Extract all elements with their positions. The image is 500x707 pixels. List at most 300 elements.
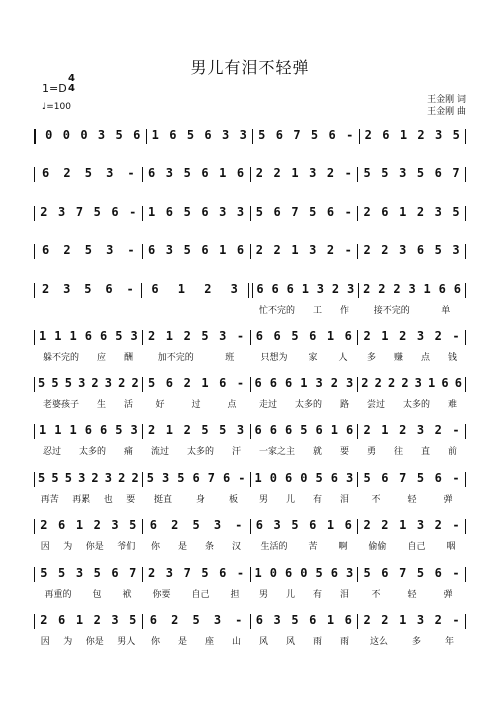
credits <box>427 94 466 118</box>
note: 2 <box>255 243 263 257</box>
note: 5 <box>64 471 72 485</box>
measure <box>251 566 358 580</box>
note: 2 <box>363 329 371 343</box>
lyric-word: 忙不完的 <box>258 306 295 316</box>
note: 1 <box>69 423 77 437</box>
note: 6 <box>275 128 283 142</box>
note: 1 <box>201 376 209 390</box>
lyric-word: 太多的 <box>78 447 106 457</box>
note: 1 <box>165 423 174 437</box>
note: 1 <box>39 423 47 437</box>
note: 6 <box>219 566 227 580</box>
note: 5 <box>291 613 299 627</box>
lyric-word: 包 <box>92 590 102 600</box>
lyric-word: 难 <box>447 400 457 410</box>
lyric-word: 往 <box>393 447 403 457</box>
notes-line <box>34 128 466 144</box>
score-row <box>34 166 466 188</box>
note: - <box>236 376 245 390</box>
note: - <box>344 166 352 180</box>
lyric-word: 你 <box>150 637 160 647</box>
note: 5 <box>115 423 123 437</box>
lyric-word: 苦 <box>308 542 318 552</box>
note: 3 <box>239 128 247 142</box>
measure <box>358 205 465 219</box>
measure <box>253 282 359 296</box>
lyric-measure <box>34 634 142 647</box>
note: 2 <box>91 376 99 390</box>
note: 6 <box>201 205 209 219</box>
measure <box>35 205 142 219</box>
notes-line <box>34 613 466 629</box>
measure <box>251 518 358 532</box>
note: 7 <box>291 205 299 219</box>
note: - <box>452 518 460 532</box>
note: 5 <box>363 471 371 485</box>
barline <box>465 424 466 439</box>
note: 6 <box>254 376 262 390</box>
note: 1 <box>399 518 407 532</box>
note: 5 <box>381 166 389 180</box>
lyric-measure <box>250 350 358 363</box>
note: 1 <box>219 243 227 257</box>
lyric-word: 生活的 <box>260 542 288 552</box>
note: 2 <box>363 243 371 257</box>
lyrics-line <box>34 397 466 410</box>
note: 6 <box>453 282 461 296</box>
note: 3 <box>399 166 407 180</box>
note: 6 <box>285 423 293 437</box>
measure <box>251 423 358 437</box>
note: 2 <box>331 282 340 296</box>
note: 2 <box>416 205 425 219</box>
note: - <box>126 282 134 296</box>
lyric-word: 点 <box>227 400 237 410</box>
note: - <box>452 566 460 580</box>
note: 5 <box>201 566 209 580</box>
note: 1 <box>291 166 299 180</box>
note: 5 <box>452 128 460 142</box>
note: 5 <box>93 205 101 219</box>
note: 5 <box>38 376 46 390</box>
note: - <box>129 205 137 219</box>
note: 5 <box>183 243 191 257</box>
measure <box>358 566 465 580</box>
note: 1 <box>300 376 308 390</box>
measure <box>251 376 358 390</box>
lyric-measure <box>358 303 466 316</box>
note: 2 <box>40 613 48 627</box>
score-row <box>34 128 466 150</box>
lyric-word: 就 <box>312 447 322 457</box>
lyric-measure <box>34 587 142 600</box>
note: 1 <box>148 205 156 219</box>
note: 3 <box>230 282 238 296</box>
note: - <box>236 329 245 343</box>
note: 0 <box>269 566 277 580</box>
lyric-word: 直 <box>420 447 430 457</box>
note: 5 <box>416 471 425 485</box>
note: 6 <box>105 282 113 296</box>
note: 2 <box>118 376 126 390</box>
note: 5 <box>177 471 185 485</box>
note: 6 <box>148 243 156 257</box>
note: 2 <box>363 282 371 296</box>
lyric-word: 男 <box>258 590 268 600</box>
measure <box>358 471 465 485</box>
note: 3 <box>165 243 174 257</box>
lyric-word: 太多的 <box>402 400 430 410</box>
lyrics-line <box>34 492 466 505</box>
lyric-word: 爷们 <box>117 542 136 552</box>
note: 2 <box>363 613 371 627</box>
note: 6 <box>42 166 50 180</box>
lyrics-line <box>34 587 466 600</box>
note: 6 <box>100 329 108 343</box>
note: 6 <box>236 166 245 180</box>
note: 1 <box>254 566 262 580</box>
note: - <box>346 128 354 142</box>
note: 3 <box>221 128 230 142</box>
lyric-word: 雨 <box>339 637 349 647</box>
lyric-measure <box>250 303 358 316</box>
note: 2 <box>363 518 371 532</box>
note: - <box>452 471 460 485</box>
barline <box>465 614 466 629</box>
note: 3 <box>416 613 425 627</box>
lyric-word: 路 <box>339 400 349 410</box>
note: - <box>452 423 460 437</box>
notes-line <box>34 282 466 298</box>
note: 3 <box>316 282 325 296</box>
note: 6 <box>149 518 158 532</box>
note: - <box>127 166 135 180</box>
note: 6 <box>254 423 262 437</box>
note: 2 <box>183 423 191 437</box>
note: 2 <box>381 518 389 532</box>
note: 2 <box>330 376 338 390</box>
note: 0 <box>62 128 70 142</box>
note: 2 <box>118 471 126 485</box>
note: 2 <box>361 376 369 390</box>
lyric-measure <box>34 492 142 505</box>
note: 0 <box>45 128 53 142</box>
note: 3 <box>75 566 84 580</box>
lyric-word: 汉 <box>231 542 241 552</box>
note: 6 <box>201 243 209 257</box>
lyric-word: 因 <box>40 637 50 647</box>
note: 1 <box>54 329 62 343</box>
measure <box>143 329 250 343</box>
note: 5 <box>186 128 195 142</box>
note: 5 <box>291 329 299 343</box>
lyric-word: 太多的 <box>294 400 322 410</box>
note: 1 <box>254 471 262 485</box>
note: 2 <box>148 329 156 343</box>
note: 5 <box>115 329 123 343</box>
lyric-word: 家 <box>308 353 318 363</box>
note: 5 <box>416 566 425 580</box>
note: 1 <box>75 518 84 532</box>
note: 6 <box>438 282 446 296</box>
lyric-word: 单 <box>441 306 451 316</box>
note: 5 <box>315 566 323 580</box>
score-row <box>34 566 466 600</box>
note: 5 <box>51 376 59 390</box>
measure <box>142 282 248 296</box>
lyric-word: 自己 <box>407 542 426 552</box>
notes-line <box>34 471 466 487</box>
note: 5 <box>84 282 92 296</box>
note: 2 <box>204 282 212 296</box>
note: 2 <box>273 166 281 180</box>
lyric-word: 点 <box>420 353 430 363</box>
note: 7 <box>399 471 407 485</box>
note: 5 <box>93 566 101 580</box>
note: 3 <box>434 128 443 142</box>
note: - <box>235 613 243 627</box>
lyric-word: 为 <box>63 542 73 552</box>
note: 1 <box>326 613 335 627</box>
note: 2 <box>374 376 382 390</box>
lyric-measure <box>142 350 250 363</box>
barline <box>465 206 466 221</box>
note: 6 <box>271 282 279 296</box>
measure <box>251 471 358 485</box>
note: 2 <box>171 613 179 627</box>
score-row <box>34 613 466 647</box>
note: 6 <box>344 613 352 627</box>
note: 6 <box>165 205 174 219</box>
note: 6 <box>309 518 317 532</box>
lyric-measure <box>250 444 358 457</box>
lyric-word: 袱 <box>122 590 132 600</box>
time-signature <box>68 74 75 94</box>
note: 1 <box>423 282 431 296</box>
lyric-word: 自己 <box>191 590 210 600</box>
lyric-word: 你是 <box>85 637 104 647</box>
note: 3 <box>165 166 174 180</box>
note: 3 <box>111 518 119 532</box>
measure <box>143 566 250 580</box>
note: 6 <box>149 613 158 627</box>
note: 6 <box>344 518 352 532</box>
lyric-word: 山 <box>231 637 241 647</box>
note: - <box>235 518 243 532</box>
note: 2 <box>93 613 101 627</box>
lyric-word: 痛 <box>123 447 133 457</box>
note: 6 <box>111 566 119 580</box>
lyric-word: 担 <box>230 590 240 600</box>
lyric-word: 接不完的 <box>373 306 410 316</box>
lyric-word: 酬 <box>123 353 133 363</box>
note: 3 <box>346 282 355 296</box>
barline <box>465 377 466 392</box>
note: 3 <box>414 376 422 390</box>
lyric-word: 咽 <box>446 542 456 552</box>
lyric-word: 勇 <box>366 447 376 457</box>
note: 7 <box>399 566 407 580</box>
note: 6 <box>255 518 263 532</box>
score-row <box>34 329 466 363</box>
lyric-word: 应 <box>96 353 106 363</box>
note: 1 <box>165 329 174 343</box>
note: 5 <box>183 205 191 219</box>
measure <box>358 613 465 627</box>
score-row <box>34 423 466 457</box>
measure <box>143 166 250 180</box>
note: 3 <box>104 471 112 485</box>
measure <box>359 282 465 296</box>
note: 5 <box>300 423 308 437</box>
lyric-word: 只想为 <box>260 353 288 363</box>
note: - <box>344 243 352 257</box>
score-row <box>34 243 466 265</box>
note: 3 <box>104 376 112 390</box>
lyric-word: 风 <box>285 637 295 647</box>
lyric-word: 轻 <box>407 495 417 505</box>
note: 6 <box>169 128 177 142</box>
note: 7 <box>452 166 460 180</box>
lyric-measure <box>34 350 142 363</box>
note: 2 <box>401 376 409 390</box>
lyric-word: 儿 <box>285 590 295 600</box>
lyric-measure <box>250 539 358 552</box>
lyric-word: 挺直 <box>153 495 172 505</box>
note: 2 <box>434 329 442 343</box>
note: 5 <box>192 613 200 627</box>
measure <box>147 128 253 142</box>
note: 6 <box>133 128 141 142</box>
lyric-word: 好 <box>155 400 165 410</box>
lyrics-line <box>34 444 466 457</box>
note: 2 <box>417 128 425 142</box>
note: 2 <box>183 376 191 390</box>
note: 6 <box>285 566 293 580</box>
note: 2 <box>131 376 139 390</box>
note: 3 <box>219 329 227 343</box>
measure <box>143 471 250 485</box>
lyric-word: 赚 <box>393 353 403 363</box>
note: 6 <box>42 243 50 257</box>
meter-bottom: 4 <box>68 83 75 94</box>
note: 6 <box>344 329 352 343</box>
note: 3 <box>106 243 114 257</box>
note: 6 <box>273 329 281 343</box>
lyric-measure <box>142 587 250 600</box>
lyric-word: 一家之主 <box>258 447 295 457</box>
note: 1 <box>75 613 84 627</box>
note: 3 <box>219 205 227 219</box>
lyric-word: 再重的 <box>44 590 72 600</box>
lyric-word: 躲不完的 <box>42 353 79 363</box>
note: 6 <box>330 471 338 485</box>
note: 5 <box>183 166 191 180</box>
measure <box>251 329 358 343</box>
lyric-measure <box>142 397 250 410</box>
lyric-word: 弹 <box>443 590 453 600</box>
page-title: 男儿有泪不轻弹 <box>190 58 310 77</box>
notes-line <box>34 243 466 259</box>
note: 3 <box>213 613 222 627</box>
note: 3 <box>309 166 317 180</box>
lyric-measure <box>142 492 250 505</box>
note: 5 <box>84 243 92 257</box>
measure <box>251 613 358 627</box>
lyric-measure <box>34 303 142 316</box>
note: 6 <box>219 376 227 390</box>
note: 0 <box>300 471 308 485</box>
lyric-word: 这么 <box>369 637 388 647</box>
note: 6 <box>148 166 156 180</box>
note: 3 <box>111 613 119 627</box>
lyric-word: 有 <box>312 590 322 600</box>
note: 6 <box>382 128 390 142</box>
lyric-word: 汗 <box>231 447 241 457</box>
lyric-word: 人 <box>338 353 348 363</box>
lyric-word: 儿 <box>285 495 295 505</box>
measure <box>358 329 465 343</box>
lyric-measure <box>34 444 142 457</box>
lyric-word: 尝过 <box>366 400 385 410</box>
note: 6 <box>165 376 174 390</box>
measure <box>35 243 142 257</box>
note: 3 <box>78 376 86 390</box>
notes-line <box>34 423 466 439</box>
note: 6 <box>434 166 442 180</box>
lyric-word: 年 <box>444 637 454 647</box>
note: 5 <box>148 376 156 390</box>
note: 3 <box>408 282 416 296</box>
note: 6 <box>273 205 281 219</box>
note: 7 <box>293 128 301 142</box>
tempo-marking: ♩=100 <box>42 102 71 112</box>
note: 1 <box>399 613 407 627</box>
note: 6 <box>255 329 263 343</box>
note: 3 <box>416 329 425 343</box>
note: 3 <box>434 205 442 219</box>
note: 5 <box>201 329 209 343</box>
note: 1 <box>151 128 159 142</box>
note: 6 <box>111 205 119 219</box>
note: 2 <box>364 128 372 142</box>
lyric-measure <box>142 634 250 647</box>
lyric-word: 有 <box>312 495 322 505</box>
note: 5 <box>291 518 299 532</box>
lyric-word: 是 <box>177 637 187 647</box>
note: 5 <box>58 566 66 580</box>
measure <box>358 243 465 257</box>
key-signature: 1=D <box>42 82 67 95</box>
note: 7 <box>129 566 137 580</box>
lyric-measure <box>142 444 250 457</box>
note: 3 <box>130 329 138 343</box>
note: 1 <box>381 423 389 437</box>
lyric-measure <box>358 587 466 600</box>
lyric-word: 忍过 <box>42 447 61 457</box>
note: 0 <box>80 128 88 142</box>
note: 2 <box>148 423 156 437</box>
note: 2 <box>91 471 99 485</box>
note: 1 <box>54 423 62 437</box>
lyric-word: 加不完的 <box>157 353 194 363</box>
lyric-word: 多 <box>411 637 421 647</box>
lyric-word: 活 <box>123 400 133 410</box>
meter-top: 4 <box>68 73 75 84</box>
lyric-word: 也 <box>103 495 113 505</box>
measure <box>251 243 358 257</box>
lyric-word: 泪 <box>339 590 349 600</box>
